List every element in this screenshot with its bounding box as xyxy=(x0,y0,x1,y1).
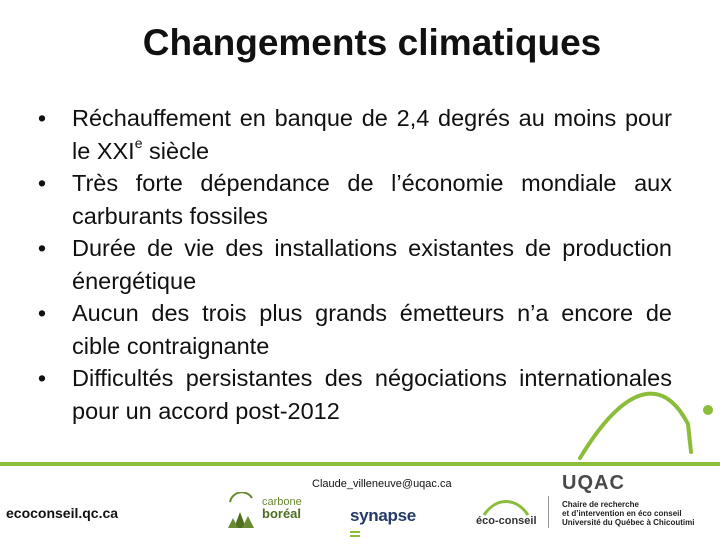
synapse-logo xyxy=(350,506,430,528)
contact-email[interactable]: Claude_villeneuve@uqac.ca xyxy=(312,478,452,490)
bullet-suffix: siècle xyxy=(142,137,210,164)
tree-icon xyxy=(224,492,260,532)
green-dot-icon xyxy=(703,405,713,415)
site-url[interactable]: ecoconseil.qc.ca xyxy=(6,505,119,521)
bullet-icon: • xyxy=(37,365,47,391)
bullet-icon: • xyxy=(37,170,47,196)
eco-conseil-label: éco-conseil xyxy=(476,515,537,527)
bullet-text: Réchauffement en banque de 2,4 degrés au moins pour le XXI xyxy=(72,105,672,164)
bullet-superscript: e xyxy=(134,134,143,151)
carbone-line2: boréal xyxy=(262,506,302,521)
footer-divider xyxy=(0,462,720,466)
uqac-line-2: et d’intervention en éco conseil xyxy=(562,509,682,518)
bullet-icon: • xyxy=(37,235,47,261)
uqac-line-1: Chaire de recherche xyxy=(562,500,639,509)
uqac-line-3: Université du Québec à Chicoutimi xyxy=(562,518,695,527)
synapse-label: synapse xyxy=(350,506,416,525)
carbone-boreal-logo xyxy=(224,492,314,532)
logo-separator xyxy=(548,496,549,528)
uqac-name: UQAC xyxy=(562,472,625,494)
uqac-logo xyxy=(560,470,716,534)
carbone-line1: carbone xyxy=(262,496,302,508)
bullet-text: Aucun des trois plus grands émetteurs n’a encore de cible contraignante xyxy=(72,300,672,359)
eco-conseil-logo xyxy=(476,497,546,531)
eco-arc-icon xyxy=(476,497,536,517)
bullet-text: Durée de vie des installations existantes de production énergétique xyxy=(72,235,672,294)
bullet-icon: • xyxy=(37,105,47,131)
bullet-text: Difficultés persistantes des négociations internationales pour un accord post-2012 xyxy=(72,365,672,424)
bullet-text: Très forte dépendance de l’économie mondiale aux carburants fossiles xyxy=(72,170,672,229)
synapse-bars-icon xyxy=(350,530,362,540)
slide-title: Changements climatiques xyxy=(142,22,602,63)
bullet-icon: • xyxy=(37,300,47,326)
